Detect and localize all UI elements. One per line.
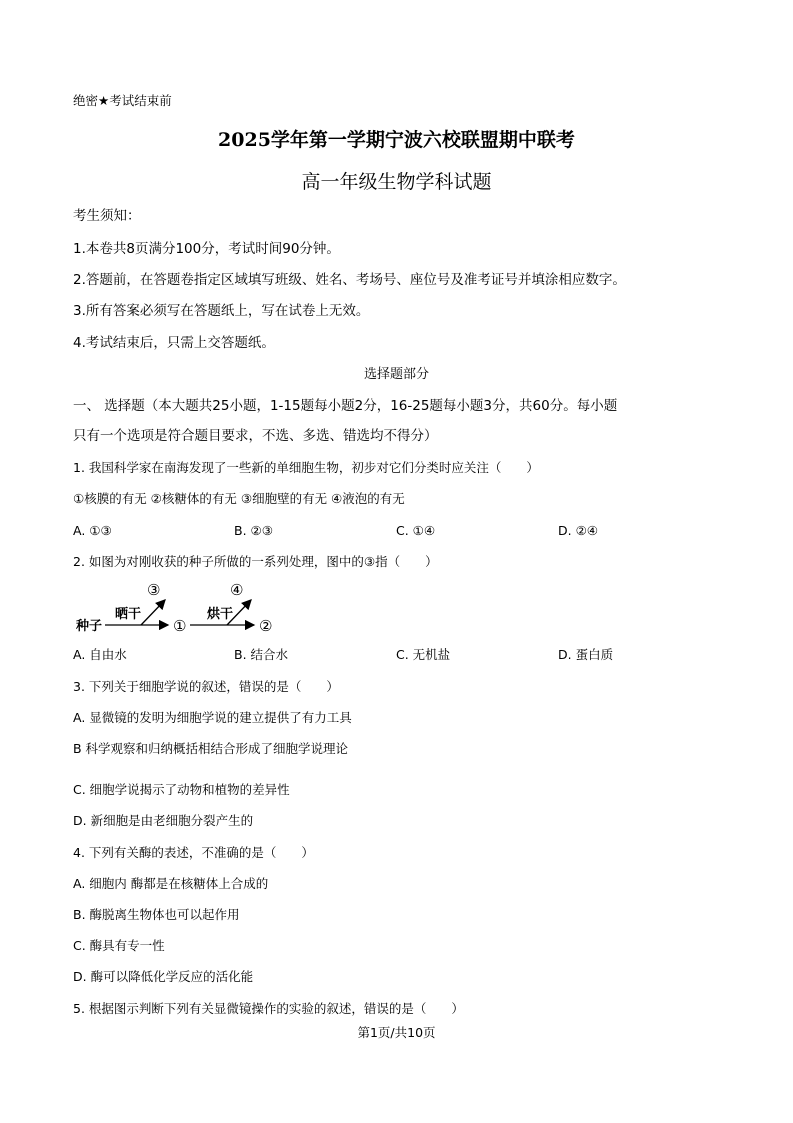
question-1-option-a: A. ①③ — [73, 523, 112, 538]
question-1-option-d: D. ②④ — [558, 523, 598, 538]
diagram-label-1: ① — [173, 617, 187, 635]
question-4-option-c: C. 酶具有专一性 — [73, 938, 165, 953]
seed-treatment-diagram — [73, 578, 303, 640]
question-2-option-a: A. 自由水 — [73, 647, 127, 662]
diagram-arrow-to-3 — [141, 600, 165, 625]
exam-title: 2025学年第一学期宁波六校联盟期中联考 — [218, 129, 575, 151]
question-1-option-c: C. ①④ — [396, 523, 436, 538]
question-3-option-a: A. 显微镜的发明为细胞学说的建立提供了有力工具 — [73, 710, 352, 725]
question-3-option-c: C. 细胞学说揭示了动物和植物的差异性 — [73, 782, 290, 797]
notice-item-4: 4.考试结束后，只需上交答题纸。 — [73, 335, 275, 351]
question-2-option-d: D. 蛋白质 — [558, 647, 614, 662]
question-2-stem: 2. 如图为对刚收获的种子所做的一系列处理，图中的③指（ ） — [73, 554, 438, 569]
exam-subtitle: 高一年级生物学科试题 — [301, 171, 492, 193]
question-4-option-b: B. 酶脱离生物体也可以起作用 — [73, 907, 240, 922]
notice-item-1: 1.本卷共8页满分100分，考试时间90分钟。 — [73, 241, 340, 257]
diagram-seed-label: 种子 — [76, 619, 103, 634]
diagram-label-2: ② — [259, 617, 273, 635]
question-2-option-c: C. 无机盐 — [396, 647, 451, 662]
diagram-dry-sun-label: 晒干 — [115, 607, 142, 622]
question-1-stem: 1. 我国科学家在南海发现了一些新的单细胞生物，初步对它们分类时应关注（ ） — [73, 460, 539, 475]
question-3-stem: 3. 下列关于细胞学说的叙述，错误的是（ ） — [73, 679, 339, 694]
question-4-stem: 4. 下列有关酶的表述，不准确的是（ ） — [73, 845, 314, 860]
diagram-label-4: ④ — [230, 581, 244, 599]
section-instructions-line2: 只有一个选项是符合题目要求，不选、多选、错选均不得分） — [73, 428, 438, 444]
notice-item-2: 2.答题前，在答题卷指定区域填写班级、姓名、考场号、座位号及准考证号并填涂相应数字。 — [73, 272, 626, 288]
question-1-option-b: B. ②③ — [234, 523, 273, 538]
diagram-label-3: ③ — [147, 581, 161, 599]
question-4-option-a: A. 细胞内 酶都是在核糖体上合成的 — [73, 876, 269, 891]
question-5-stem: 5. 根据图示判断下列有关显微镜操作的实验的叙述，错误的是（ ） — [73, 1001, 464, 1016]
question-4-option-d: D. 酶可以降低化学反应的活化能 — [73, 969, 254, 984]
section-instructions-line1: 一、 选择题（本大题共25小题，1-15题每小题2分，16-25题每小题3分，共60分。每小题 — [73, 398, 618, 414]
notice-heading: 考生须知： — [73, 208, 141, 224]
section-title: 选择题部分 — [363, 367, 429, 382]
diagram-dry-oven-label: 烘干 — [207, 607, 234, 622]
secret-label: 绝密★考试结束前 — [73, 93, 172, 108]
notice-item-3: 3.所有答案必须写在答题纸上，写在试卷上无效。 — [73, 303, 370, 319]
question-3-option-d: D. 新细胞是由老细胞分裂产生的 — [73, 813, 254, 828]
question-3-option-b: B 科学观察和归纳概括相结合形成了细胞学说理论 — [73, 741, 349, 756]
question-2-option-b: B. 结合水 — [234, 647, 289, 662]
page-footer: 第1页/共10页 — [357, 1025, 436, 1040]
question-1-note: ①核膜的有无 ②核糖体的有无 ③细胞壁的有无 ④液泡的有无 — [73, 491, 405, 506]
